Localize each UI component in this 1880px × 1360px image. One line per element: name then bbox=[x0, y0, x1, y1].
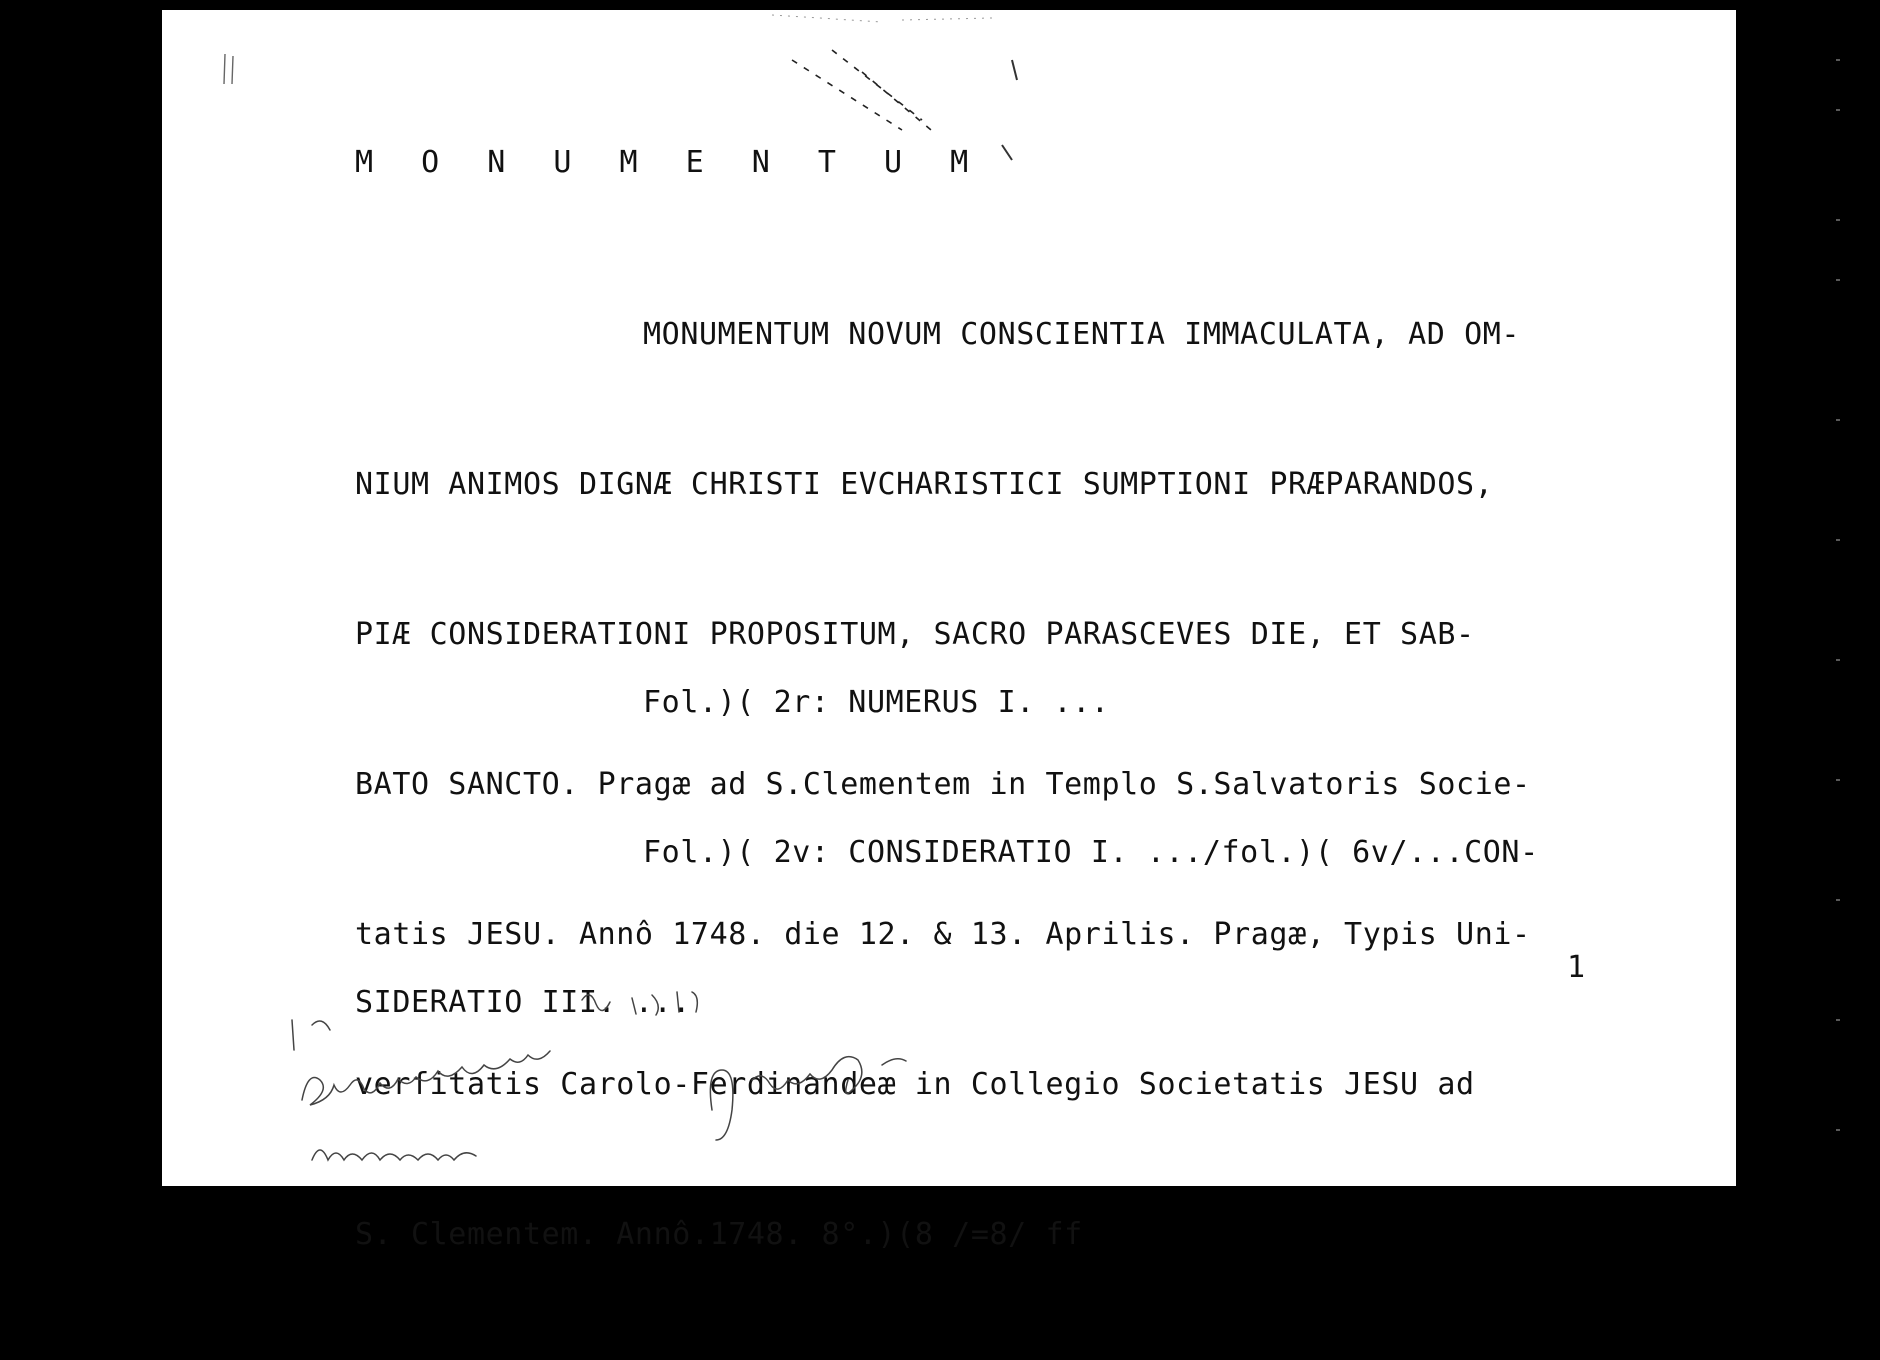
description-line: BATO SANCTO. Pragæ ad S.Clementem in Templo S.Salvatoris Socie- bbox=[355, 767, 1531, 802]
description-line: verſitatis Carolo-Ferdinandeæ in Collegio Societatis JESU ad bbox=[355, 1067, 1475, 1102]
folio-line: Fol.)( 2r: NUMERUS I. ... bbox=[643, 685, 1110, 720]
handwritten-note-icon bbox=[282, 980, 1002, 1170]
description-line: S. Clementem. Annô.1748. 8°.)(8 /=8/ ff bbox=[355, 1217, 1083, 1252]
description-line: PIÆ CONSIDERATIONI PROPOSITUM, SACRO PARASCEVES DIE, ET SAB- bbox=[355, 617, 1475, 652]
scan-edge-marks-icon bbox=[1828, 20, 1848, 1170]
page-number: 1 bbox=[1567, 950, 1586, 985]
description-line: tatis JESU. Annô 1748. die 12. & 13. Aprilis. Pragæ, Typis Uni- bbox=[355, 917, 1531, 952]
description-line: MONUMENTUM NOVUM CONSCIENTIA IMMACULATA, AD OM- bbox=[643, 317, 1521, 352]
catalog-card bbox=[162, 10, 1736, 1252]
folio-line: SIDERATIO III. ... bbox=[355, 985, 691, 1020]
card-heading: M O N U M E N T U M bbox=[355, 145, 984, 180]
pencil-mark-icon bbox=[222, 52, 236, 86]
folio-line: Fol.)( 2v: CONSIDERATIO I. .../fol.)( 6v/...CON- bbox=[643, 835, 1539, 870]
description-line: NIUM ANIMOS DIGNÆ CHRISTI EVCHARISTICI SUMPTIONI PRÆPARANDOS, bbox=[355, 467, 1494, 502]
